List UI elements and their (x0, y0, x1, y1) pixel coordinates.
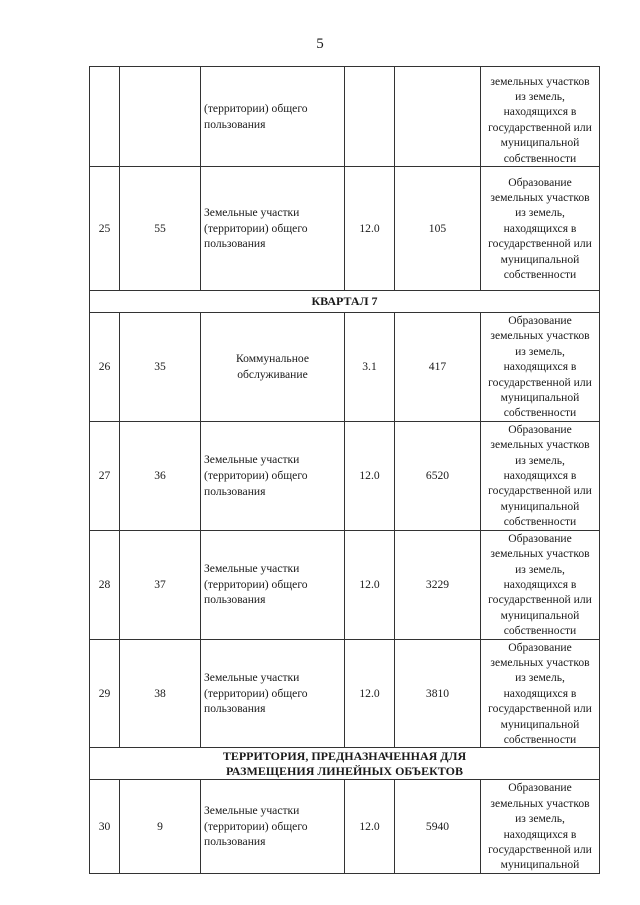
purpose-line: собственности (503, 515, 577, 529)
purpose-line: собственности (503, 151, 577, 165)
land-plots-table (89, 66, 600, 874)
table-row (90, 313, 600, 422)
purpose-line: государственной или (488, 843, 592, 856)
purpose-cell (481, 67, 600, 167)
purpose-line: Образование (508, 531, 572, 545)
purpose-line: земельных участков (490, 190, 590, 204)
section-header-row (90, 291, 600, 313)
area-cell: 3229 (395, 530, 481, 639)
purpose-line: муниципальной (500, 717, 580, 731)
purpose-line: из земель, (515, 562, 565, 576)
permitted-use-line: пользования (204, 593, 266, 607)
purpose-line: собственности (503, 268, 577, 282)
permitted-use-line: (территории) общего (204, 101, 308, 115)
section-title-line: ТЕРРИТОРИЯ, ПРЕДНАЗНАЧЕННАЯ ДЛЯ (222, 748, 467, 763)
purpose-line: из земель, (515, 671, 565, 685)
table-body (90, 67, 600, 874)
zone-number-cell: 36 (120, 421, 201, 530)
purpose-line: муниципальной (500, 499, 580, 513)
permitted-use-line: (территории) общего (204, 577, 308, 591)
purpose-cell (481, 313, 600, 422)
table-row (90, 639, 600, 748)
area-cell: 3810 (395, 639, 481, 748)
zone-number-cell (120, 67, 201, 167)
purpose-line: государственной или (488, 375, 592, 389)
permitted-use-line: (территории) общего (204, 819, 308, 833)
purpose-line: находящихся в (503, 105, 577, 119)
area-cell: 105 (395, 167, 481, 291)
purpose-line: земельных участков (490, 329, 590, 343)
purpose-line: земельных участков (490, 547, 590, 561)
purpose-line: земельных участков (490, 74, 590, 88)
purpose-line: из земель, (515, 206, 565, 220)
use-code-cell: 12.0 (345, 421, 395, 530)
purpose-line: земельных участков (490, 438, 590, 452)
purpose-line: из земель, (515, 812, 565, 826)
purpose-line: находящихся в (503, 221, 577, 235)
purpose-line: Образование (508, 422, 572, 436)
permitted-use-cell (201, 780, 345, 873)
purpose-line: Образование (508, 314, 572, 327)
permitted-use-line: пользования (204, 702, 266, 716)
purpose-cell (481, 167, 600, 291)
table-row (90, 67, 600, 167)
area-cell (395, 67, 481, 167)
permitted-use-line: пользования (204, 835, 266, 849)
purpose-line: из земель, (515, 453, 565, 467)
zone-number-cell: 37 (120, 530, 201, 639)
purpose-line: государственной или (488, 484, 592, 498)
purpose-line: земельных участков (490, 655, 590, 669)
page-number: 5 (316, 36, 324, 52)
purpose-line: находящихся в (503, 686, 577, 700)
permitted-use-line: пользования (204, 484, 266, 498)
purpose-line: муниципальной (500, 391, 580, 405)
permitted-use-line: (территории) общего (204, 686, 308, 700)
purpose-cell (481, 639, 600, 748)
zone-number-cell: 55 (120, 167, 201, 291)
area-cell: 6520 (395, 421, 481, 530)
permitted-use-line: Земельные участки (204, 671, 300, 685)
permitted-use-line: (территории) общего (204, 221, 308, 235)
purpose-line: государственной или (488, 120, 592, 134)
zone-number-cell: 38 (120, 639, 201, 748)
area-cell: 5940 (395, 780, 481, 873)
purpose-cell (481, 530, 600, 639)
permitted-use-cell (201, 167, 345, 291)
table-row (90, 780, 600, 873)
section-title-line: РАЗМЕЩЕНИЯ ЛИНЕЙНЫХ ОБЪЕКТОВ (226, 763, 463, 778)
purpose-cell (481, 780, 600, 873)
purpose-line: государственной или (488, 237, 592, 251)
section-header-row (90, 748, 600, 780)
permitted-use-cell (201, 67, 345, 167)
purpose-line: Образование (508, 640, 572, 654)
row-number-cell (90, 67, 120, 167)
section-title (90, 748, 600, 780)
permitted-use-line: обслуживание (237, 367, 308, 381)
zone-number-cell: 35 (120, 313, 201, 422)
table-row (90, 167, 600, 291)
area-cell: 417 (395, 313, 481, 422)
purpose-line: находящихся в (503, 827, 577, 841)
permitted-use-line: пользования (204, 237, 266, 251)
purpose-cell (481, 421, 600, 530)
permitted-use-cell (201, 313, 345, 422)
purpose-line: муниципальной (500, 608, 580, 622)
row-number-cell: 25 (90, 167, 120, 291)
permitted-use-line: Коммунальное (235, 352, 309, 366)
purpose-line: собственности (503, 732, 577, 746)
purpose-line: Образование (508, 781, 572, 795)
permitted-use-cell (201, 639, 345, 748)
row-number-cell: 28 (90, 530, 120, 639)
purpose-line: муниципальной (500, 252, 580, 266)
purpose-line: земельных участков (490, 796, 590, 810)
purpose-line: Образование (508, 175, 572, 189)
purpose-line: из земель, (515, 89, 565, 103)
use-code-cell: 3.1 (345, 313, 395, 422)
use-code-cell (345, 67, 395, 167)
table-row (90, 421, 600, 530)
permitted-use-line: Земельные участки (204, 206, 300, 220)
purpose-line: находящихся в (503, 360, 577, 374)
permitted-use-line: Земельные участки (204, 562, 300, 576)
row-number-cell: 29 (90, 639, 120, 748)
permitted-use-cell (201, 421, 345, 530)
use-code-cell: 12.0 (345, 530, 395, 639)
use-code-cell: 12.0 (345, 639, 395, 748)
permitted-use-line: (территории) общего (204, 468, 308, 482)
purpose-line: государственной или (488, 702, 592, 716)
use-code-cell: 12.0 (345, 780, 395, 873)
row-number-cell: 30 (90, 780, 120, 873)
permitted-use-line: Земельные участки (204, 453, 300, 467)
zone-number-cell: 9 (120, 780, 201, 873)
permitted-use-cell (201, 530, 345, 639)
purpose-line: собственности (503, 624, 577, 638)
use-code-cell: 12.0 (345, 167, 395, 291)
section-title-line: КВАРТАЛ 7 (311, 294, 378, 308)
purpose-line: муниципальной (500, 858, 580, 872)
section-title (90, 291, 600, 313)
purpose-line: собственности (503, 406, 577, 420)
purpose-line: находящихся в (503, 469, 577, 483)
purpose-line: находящихся в (503, 577, 577, 591)
purpose-line: государственной или (488, 593, 592, 607)
purpose-line: муниципальной (500, 136, 580, 150)
table-row (90, 530, 600, 639)
permitted-use-line: пользования (204, 117, 266, 131)
row-number-cell: 26 (90, 313, 120, 422)
purpose-line: из земель, (515, 344, 565, 358)
permitted-use-line: Земельные участки (204, 804, 300, 818)
row-number-cell: 27 (90, 421, 120, 530)
